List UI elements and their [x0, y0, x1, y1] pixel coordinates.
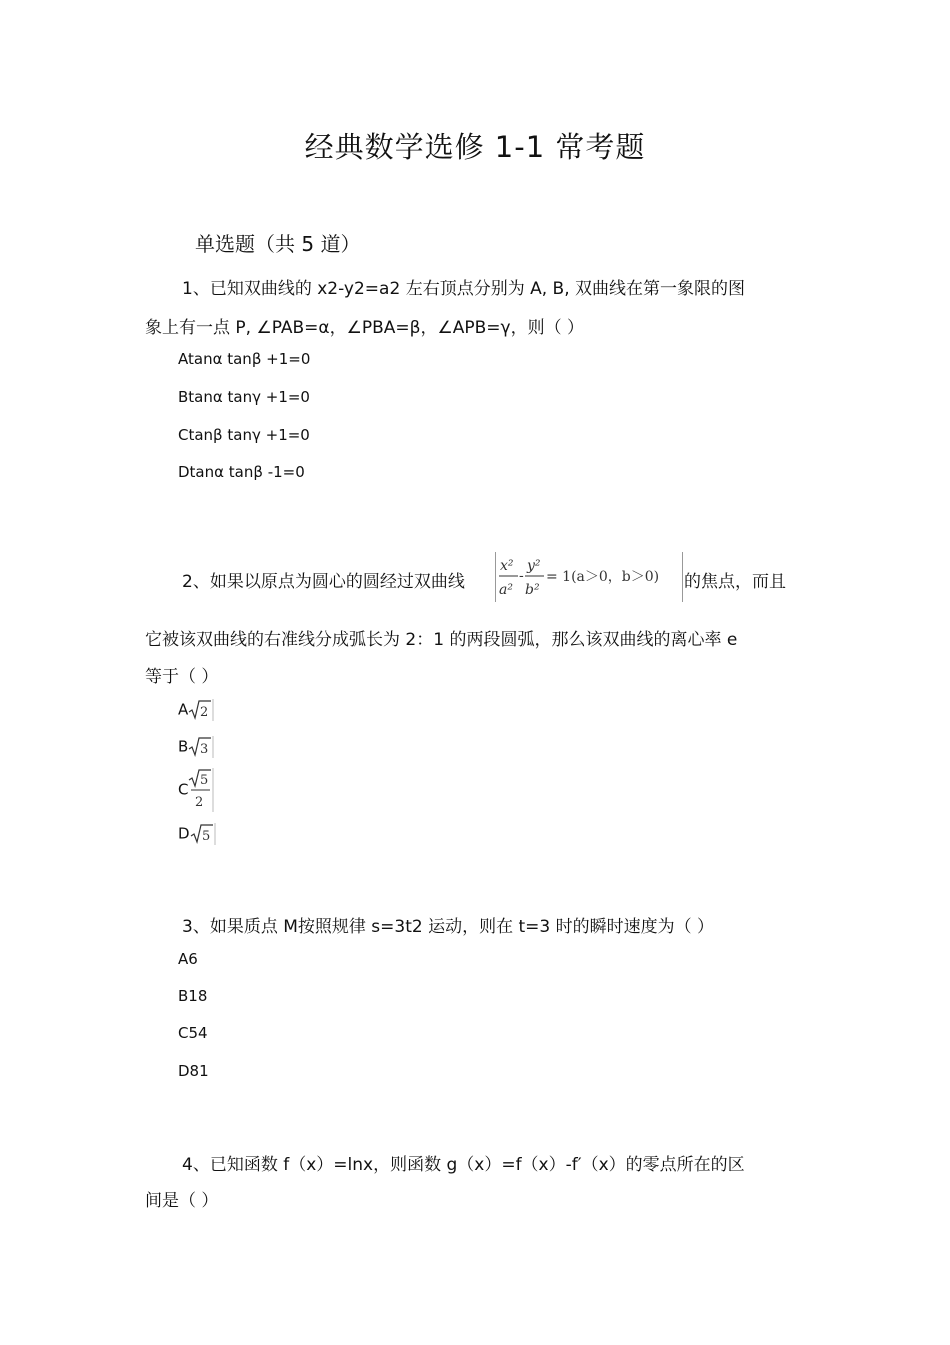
option-letter: D	[178, 824, 190, 843]
question-2-line-2: 它被该双曲线的右准线分成弧长为 2：1 的两段圆弧，那么该双曲线的离心率 e	[145, 630, 738, 650]
formula-y-numerator: y²	[527, 558, 541, 574]
option-letter: B	[178, 737, 189, 756]
question-3-option-c: C54	[178, 1024, 208, 1042]
square-root-5	[190, 823, 216, 845]
square-root-5-over-2	[188, 768, 214, 812]
svg-text:-: -	[519, 568, 524, 584]
question-3-option-d: D81	[178, 1062, 209, 1080]
question-1-option-c: Ctanβ tanγ +1=0	[178, 426, 310, 444]
question-3-line-1: 3、如果质点 M按照规律 s=3t2 运动，则在 t=3 时的瞬时速度为（ ）	[182, 917, 715, 937]
square-root-2	[188, 699, 214, 721]
formula-rest: = 1(a＞0，b＞0)	[546, 569, 660, 585]
question-2-option-c	[178, 768, 214, 812]
option-letter: C	[178, 780, 189, 799]
square-root-3	[188, 736, 214, 758]
question-2-option-a	[178, 699, 214, 721]
svg-text:3: 3	[200, 742, 209, 757]
section-heading: 单选题（共 5 道）	[195, 232, 361, 256]
formula-x-numerator: x²	[500, 558, 514, 574]
svg-text:2: 2	[200, 705, 209, 720]
question-2-option-b	[178, 736, 214, 758]
question-1-line-2: 象上有一点 P, ∠PAB=α，∠PBA=β，∠APB=γ，则（ ）	[145, 318, 584, 338]
svg-text:2: 2	[195, 795, 204, 810]
question-1-option-d: Dtanα tanβ -1=0	[178, 463, 305, 481]
question-1-line-1: 1、已知双曲线的 x2-y2=a2 左右顶点分别为 A, B, 双曲线在第一象限的图	[182, 279, 745, 299]
question-4-line-1: 4、已知函数 f（x）=lnx，则函数 g（x）=f（x）-f′（x）的零点所在的区	[182, 1155, 745, 1175]
svg-text:5: 5	[201, 829, 210, 844]
question-2-line-1-suffix: 的焦点，而且	[684, 572, 786, 592]
formula-a-denominator: a²	[499, 582, 513, 598]
question-2-option-d	[178, 823, 216, 845]
formula-b-denominator: b²	[525, 582, 540, 598]
question-4-line-2: 间是（ ）	[145, 1191, 219, 1211]
hyperbola-equation-image	[495, 552, 683, 602]
option-letter: A	[178, 700, 189, 719]
question-1-option-a: Atanα tanβ +1=0	[178, 350, 311, 368]
page-title: 经典数学选修 1-1 常考题	[304, 130, 646, 164]
question-1-option-b: Btanα tanγ +1=0	[178, 388, 310, 406]
svg-text:5: 5	[200, 773, 209, 788]
question-2-line-1-prefix: 2、如果以原点为圆心的圆经过双曲线	[182, 572, 465, 592]
question-3-option-a: A6	[178, 950, 198, 968]
question-2-line-3: 等于（ ）	[145, 667, 219, 687]
question-3-option-b: B18	[178, 987, 208, 1005]
